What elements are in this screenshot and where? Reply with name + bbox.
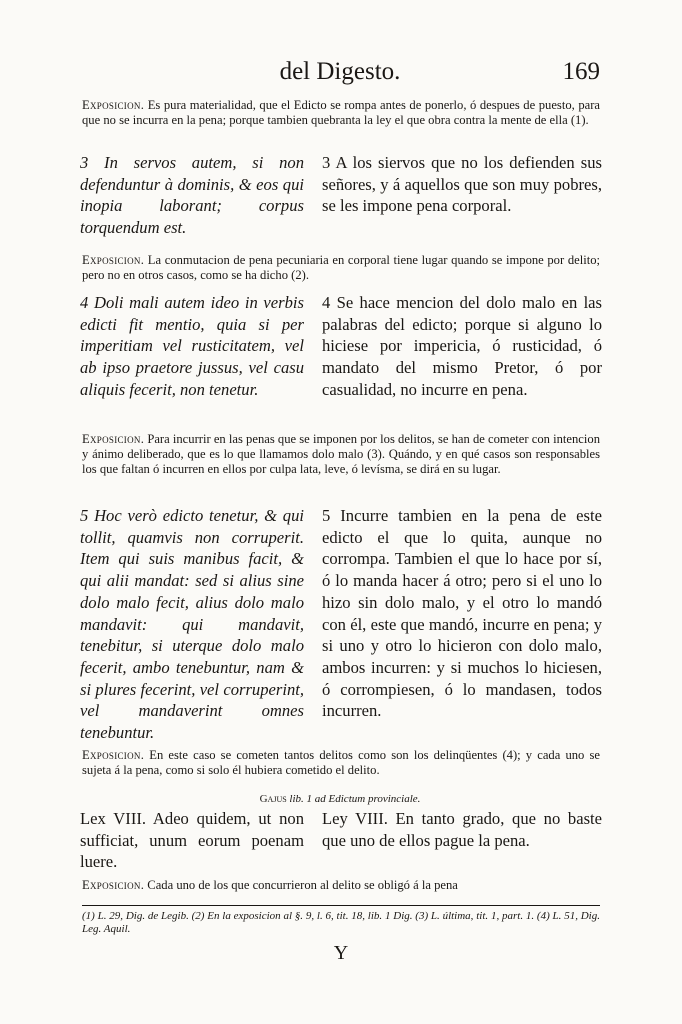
exposicion-text: Es pura materialidad, que el Edicto se rompa antes de ponerlo, ó despues de puesto, para que no se incurra en la pena; porque tambien quebranta la ley el que obra contra la mente de ella (1). bbox=[82, 98, 600, 127]
exposicion-label: Exposicion. bbox=[82, 98, 145, 112]
latin-paragraph-5: 5 Hoc verò edicto tenetur, & qui tollit, quamvis non corruperit. Item qui suis manibus facit, & qui alii mandat: sed si alius sine dolo malo fecit, alius dolo malo mandavit: qui mandavit, tenebitur, si uterque dolo malo fecerit, ambo tenebuntur, nam & si plures fecerint, vel corruperint, vel mandaverint omnes tenebuntur. bbox=[80, 506, 304, 743]
latin-paragraph-3: 3 In servos autem, si non defenduntur à dominis, & eos qui inopia laborant; corpus torquendum est. bbox=[80, 153, 304, 238]
spanish-ley-8: Ley VIII. En tanto grado, que no baste que uno de ellos pague la pena. bbox=[322, 809, 602, 850]
exposicion-label: Exposicion. bbox=[82, 878, 145, 892]
running-header bbox=[80, 58, 600, 92]
exposicion-label: Exposicion. bbox=[82, 253, 145, 267]
source-author: Gajus bbox=[259, 793, 287, 805]
exposicion-text: En este caso se cometen tantos delitos como son los delinqüentes (4); y cada uno se sujeta á la pena, como si solo él hubiera cometido el delito. bbox=[82, 748, 600, 777]
exposicion-4 bbox=[82, 748, 600, 778]
exposicion-3 bbox=[82, 432, 600, 477]
signature-mark: Y bbox=[333, 942, 349, 964]
exposicion-2 bbox=[82, 253, 600, 283]
exposicion-label: Exposicion. bbox=[82, 432, 145, 446]
source-citation bbox=[80, 793, 600, 805]
exposicion-text: La conmutacion de pena pecuniaria en corporal tiene lugar quando se impone por delito; pero no en otros casos, como se ha dicho (2). bbox=[82, 253, 600, 282]
exposicion-5 bbox=[82, 878, 600, 893]
latin-paragraph-4: 4 Doli mali autem ideo in verbis edicti fit mentio, quia si per imperitiam vel rusticitatem, vel ab ipso praetore jussus, vel casu aliquis fecerit, non tenetur. bbox=[80, 293, 304, 399]
footnotes: (1) L. 29, Dig. de Legib. (2) En la exposicion al §. 9, l. 6, tit. 18, lib. 1 Dig. (3) L. última, tit. 1, part. 1. (4) L. 51, Dig. Leg. Aquil. bbox=[82, 910, 600, 935]
page-number: 169 bbox=[562, 58, 600, 85]
source-reference: lib. 1 ad Edictum provinciale. bbox=[286, 793, 421, 805]
exposicion-text: Para incurrir en las penas que se imponen por los delitos, se han de cometer con intencion y ánimo deliberado, que es lo que llamamos dolo malo (3). Quándo, y en qué casos son responsables los que faltan ó incurren en ellos por culpa lata, leve, ó levísma, se dirá en su lugar. bbox=[82, 432, 600, 476]
exposicion-text: Cada uno de los que concurrieron al delito se obligó á la pena bbox=[144, 878, 458, 892]
latin-lex-8: Lex VIII. Adeo quidem, ut non sufficiat, unum eorum poenam luere. bbox=[80, 809, 304, 872]
exposicion-label: Exposicion. bbox=[82, 748, 145, 762]
footnote-divider bbox=[82, 905, 600, 906]
spanish-paragraph-5: 5 Incurre tambien en la pena de este edicto el que lo quita, aunque no corrompa. Tambien el que lo hace por sí, ó lo manda hacer á otro; pero si el uno lo hizo sin dolo malo, y el otro lo mandó con él, este que mandó, incurre en pena; y si uno y otro lo hicieron con dolo malo, ambos incurren: y si muchos lo hiciesen, ó corrompiesen, ó lo mandasen, todos incurren. bbox=[322, 506, 602, 721]
spanish-paragraph-4: 4 Se hace mencion del dolo malo en las palabras del edicto; porque si alguno lo hiciese por impericia, ó rusticidad, ó mandato del mismo Pretor, ó por casualidad, no incurre en pena. bbox=[322, 293, 602, 399]
page-title: del Digesto. bbox=[279, 58, 401, 85]
spanish-paragraph-3: 3 A los siervos que no los defienden sus señores, y á aquellos que son muy pobres, se les impone pena corporal. bbox=[322, 153, 602, 216]
exposicion-1 bbox=[82, 98, 600, 128]
